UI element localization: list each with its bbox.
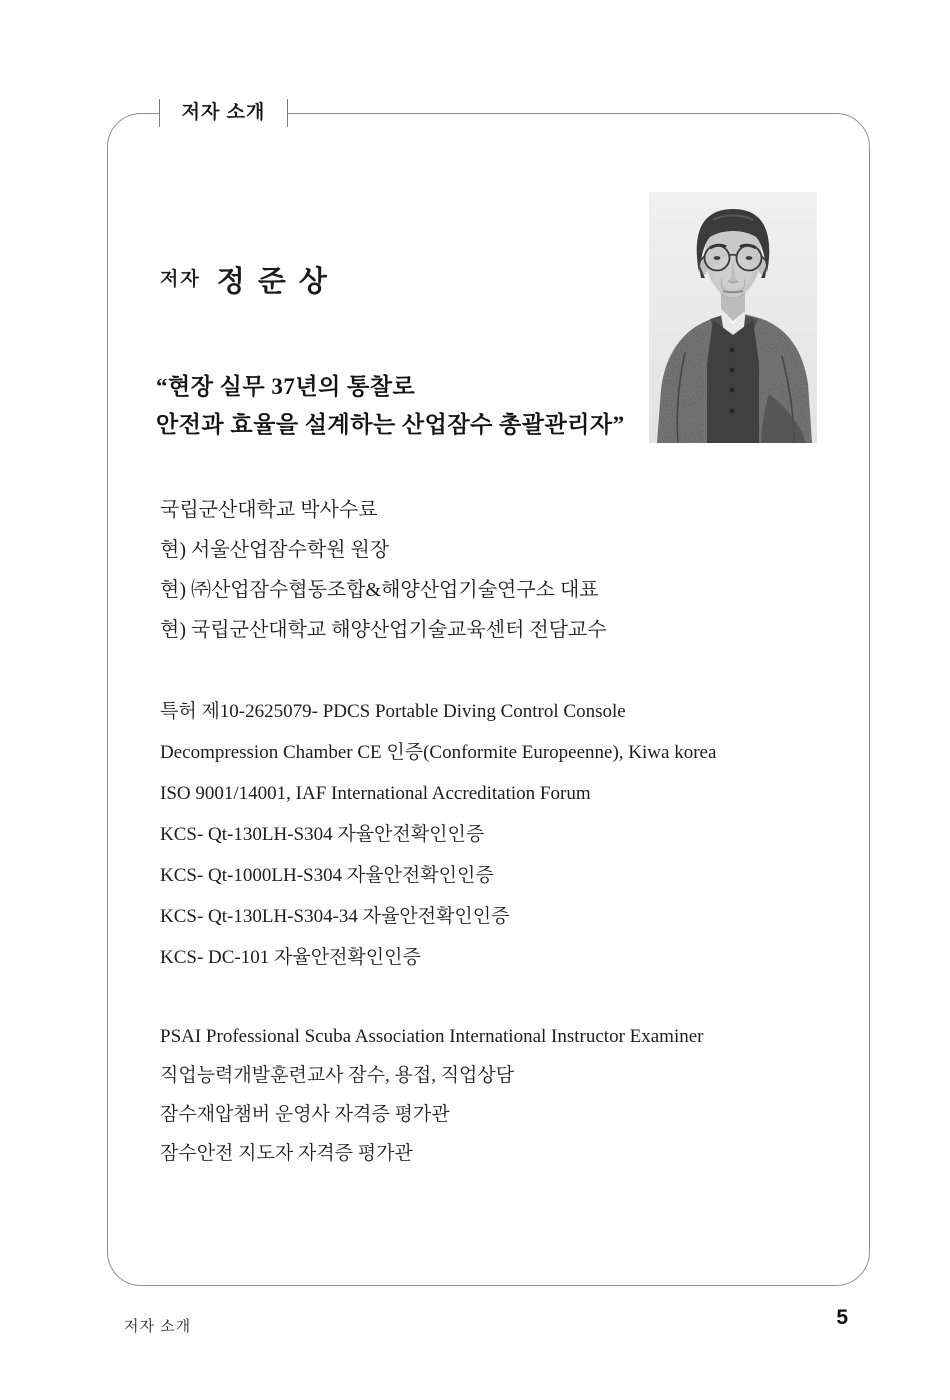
footer-section-label: 저자 소개 [124, 1318, 192, 1335]
author-photo [649, 192, 817, 443]
education-current-list [160, 490, 607, 650]
list-item: 잠수재압챔버 운영사 자격증 평가관 [160, 1104, 450, 1125]
page-number: 5 [836, 1306, 848, 1329]
qualification-list [160, 1017, 704, 1173]
list-item: 특허 제10-2625079- PDCS Portable Diving Control Console [160, 701, 626, 722]
list-item: 잠수안전 지도자 자격증 평가관 [160, 1143, 413, 1164]
list-item: 현) ㈜산업잠수협동조합&해양산업기술연구소 대표 [160, 579, 599, 601]
author-name: 정준상 [216, 266, 340, 298]
certification-list [160, 691, 716, 978]
list-item: Decompression Chamber CE 인증(Conformite Europeenne), Kiwa korea [160, 742, 717, 763]
list-item: KCS- Qt-130LH-S304-34 자율안전확인인증 [160, 906, 510, 927]
author-label: 저자 [160, 269, 201, 290]
author-name-row [160, 259, 340, 300]
author-quote-line1: “현장 실무 37년의 통찰로 [156, 374, 416, 399]
author-quote-line2: 안전과 효율을 설계하는 산업잠수 총괄관리자” [156, 412, 625, 437]
section-title: 저자 소개 [181, 102, 266, 123]
list-item: 국립군산대학교 박사수료 [160, 499, 378, 521]
list-item: 현) 서울산업잠수학원 원장 [160, 539, 390, 561]
list-item: KCS- Qt-1000LH-S304 자율안전확인인증 [160, 865, 494, 886]
list-item: 현) 국립군산대학교 해양산업기술교육센터 전담교수 [160, 619, 607, 641]
list-item: KCS- DC-101 자율안전확인인증 [160, 947, 421, 968]
list-item: PSAI Professional Scuba Association International Instructor Examiner [160, 1026, 704, 1047]
list-item: ISO 9001/14001, IAF International Accreditation Forum [160, 783, 591, 804]
list-item: 직업능력개발훈련교사 잠수, 용접, 직업상담 [160, 1065, 515, 1086]
list-item: KCS- Qt-130LH-S304 자율안전확인인증 [160, 824, 485, 845]
